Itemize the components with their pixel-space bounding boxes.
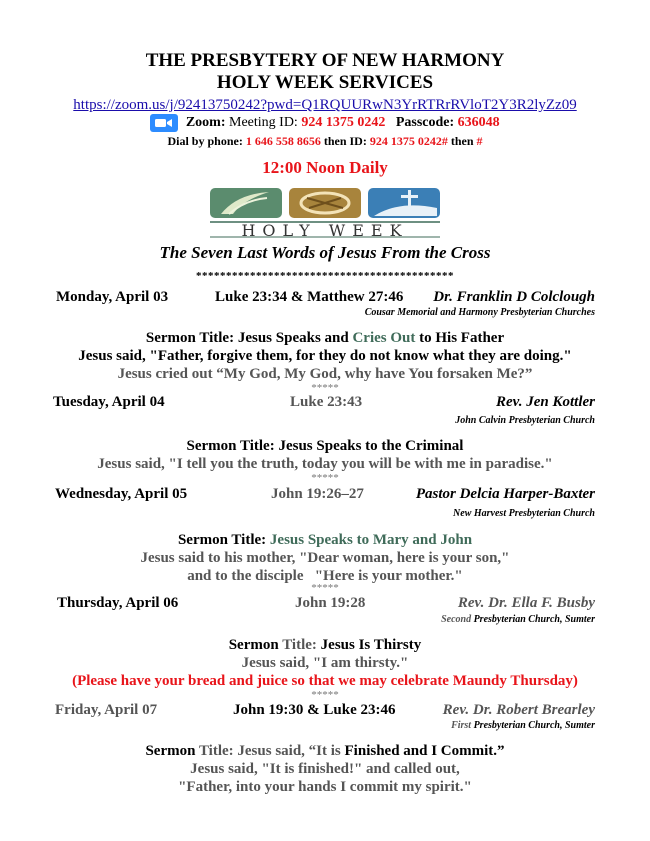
scripture-quote: "Father, into your hands I commit my spirit." — [178, 779, 472, 795]
holy-week-logo — [209, 186, 441, 238]
meeting-id: 924 1375 0242 — [301, 115, 386, 131]
dial-number: 1 646 558 8656 — [245, 134, 321, 148]
logo-text: HOLY WEEK — [241, 221, 409, 238]
sermon-title-part: Jesus Is Thirsty — [320, 637, 422, 653]
zoom-label: Zoom: — [185, 115, 226, 131]
sermon-title-part: Cries Out — [352, 330, 416, 346]
sermon-label: Sermon — [228, 637, 279, 653]
stars-divider: ******************************************* — [196, 270, 454, 282]
day-name: Tuesday, April 04 — [53, 394, 165, 410]
sermon-title-part: to His Father — [419, 330, 505, 346]
separator: ***** — [311, 689, 339, 701]
sermon-label: Sermon — [145, 743, 196, 759]
scripture-quote: Jesus said, "It is finished!" and called out, — [190, 761, 460, 777]
title-line-1: THE PRESBYTERY OF NEW HARMONY — [145, 50, 505, 71]
scripture-quote: Jesus said to his mother, "Dear woman, here is your son," — [140, 550, 510, 566]
sermon-label: Title: — [282, 637, 317, 653]
preacher: Dr. Franklin D Colclough — [433, 289, 595, 305]
preacher: Pastor Delcia Harper-Baxter — [415, 486, 595, 502]
day-row — [0, 394, 650, 414]
day-name: Thursday, April 06 — [57, 595, 179, 611]
preacher: Rev. Jen Kottler — [495, 394, 595, 410]
sermon-title: Sermon Title: Jesus Speaks to the Criminal — [186, 438, 464, 454]
scripture-quote: Jesus said, "I tell you the truth, today you will be with me in paradise." — [97, 456, 553, 472]
zoom-link[interactable]: https://zoom.us/j/92413750242?pwd=Q1RQUURwN3YrRTRrRVloT2Y3R2lyZz09 — [73, 97, 577, 113]
meeting-id-label: Meeting ID: — [229, 115, 298, 131]
church-part: Second — [441, 614, 472, 625]
church — [441, 614, 595, 625]
dial-then: then — [450, 134, 474, 148]
scripture-quote: Jesus cried out “My God, My God, why have You forsaken Me?” — [117, 366, 533, 382]
scripture-quote: and to the disciple "Here is your mother." — [187, 568, 463, 584]
zoom-meeting-row — [0, 114, 650, 132]
church-part: Presbyterian Church, Sumter — [473, 720, 595, 731]
sermon-title-part: Jesus Speaks and — [237, 330, 349, 346]
church-part: First — [451, 720, 472, 731]
dial-hash: # — [476, 134, 483, 148]
sermon-label: Sermon Title: — [177, 532, 267, 548]
sermon-title — [0, 329, 650, 347]
scripture: Luke 23:43 — [290, 394, 363, 410]
title-line-2: HOLY WEEK SERVICES — [216, 72, 434, 93]
sermon-title — [0, 636, 650, 654]
dial-then-id: then ID: — [323, 134, 367, 148]
day-row — [0, 486, 650, 506]
sermon-title-part: Title: Jesus said, “It is — [198, 743, 341, 759]
subtitle: The Seven Last Words of Jesus From the Cross — [159, 243, 491, 262]
dial-label: Dial by phone: — [167, 134, 243, 148]
church: John Calvin Presbyterian Church — [455, 415, 595, 426]
church: Cousar Memorial and Harmony Presbyterian Churches — [364, 307, 595, 318]
sermon-title — [0, 742, 650, 760]
separator: ***** — [311, 382, 339, 394]
day-row — [0, 702, 650, 722]
day-row — [0, 289, 650, 309]
scripture-quote: Jesus said, "Father, forgive them, for they do not know what they are doing." — [78, 348, 572, 364]
day-name: Friday, April 07 — [55, 702, 158, 718]
scripture: Luke 23:34 & Matthew 27:46 — [215, 289, 404, 305]
scripture-quote: Jesus said, "I am thirsty." — [241, 655, 409, 671]
zoom-icon — [150, 114, 178, 132]
scripture: John 19:30 & Luke 23:46 — [233, 702, 396, 718]
separator: ***** — [311, 582, 339, 594]
preacher: Rev. Dr. Robert Brearley — [442, 702, 595, 718]
maundy-note: (Please have your bread and juice so that we may celebrate Maundy Thursday) — [72, 673, 578, 689]
day-row — [0, 595, 650, 615]
church — [451, 720, 595, 731]
separator: ***** — [311, 472, 339, 484]
day-name: Wednesday, April 05 — [55, 486, 188, 502]
service-time: 12:00 Noon Daily — [262, 158, 388, 177]
preacher: Rev. Dr. Ella F. Busby — [457, 595, 595, 611]
scripture: John 19:28 — [295, 595, 366, 611]
zoom-link-row — [0, 96, 650, 114]
sermon-label: Sermon Title: — [145, 330, 235, 346]
dial-id: 924 1375 0242# — [369, 134, 448, 148]
passcode: 636048 — [457, 115, 500, 131]
church-part: Presbyterian Church, Sumter — [473, 614, 595, 625]
sermon-title-part: Jesus Speaks to Mary and John — [269, 532, 473, 548]
day-name: Monday, April 03 — [56, 289, 169, 305]
church: New Harvest Presbyterian Church — [453, 508, 595, 519]
dial-row — [0, 134, 650, 149]
sermon-title-part: Finished and I Commit.” — [344, 743, 505, 759]
scripture: John 19:26–27 — [271, 486, 364, 502]
passcode-label: Passcode: — [395, 115, 455, 131]
sermon-title — [0, 531, 650, 549]
